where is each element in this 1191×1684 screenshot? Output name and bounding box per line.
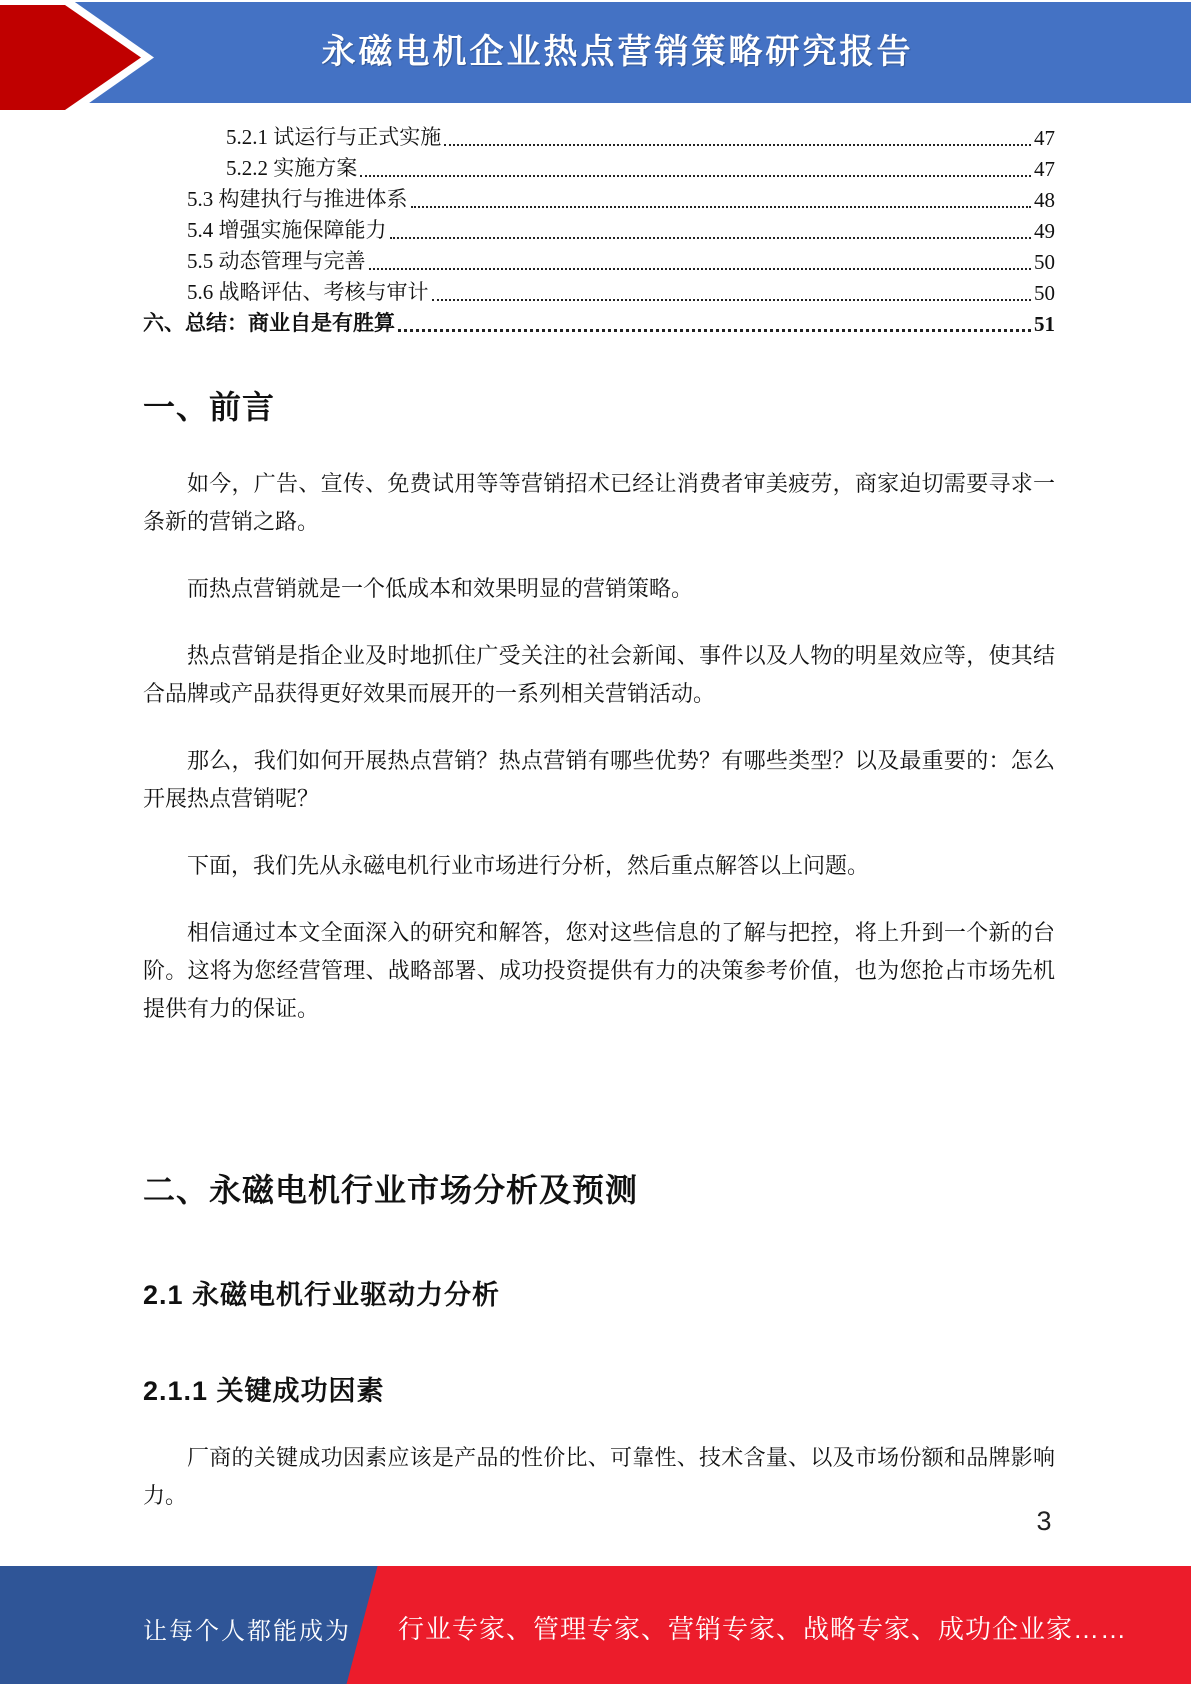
toc-entry-label: 5.5 动态管理与完善 xyxy=(187,249,366,273)
toc-leader-dots xyxy=(390,237,1032,239)
paragraph: 那么，我们如何开展热点营销？热点营销有哪些优势？有哪些类型？以及最重要的：怎么开展热点营销呢？ xyxy=(143,748,1055,811)
paragraph: 如今，广告、宣传、免费试用等等营销招术已经让消费者审美疲劳，商家迫切需要寻求一条新的营销之路。 xyxy=(143,471,1055,534)
header-banner xyxy=(0,2,1191,103)
toc-entry-page: 47 xyxy=(1034,126,1055,150)
toc-entry-page: 48 xyxy=(1034,188,1055,212)
section-heading: 一、前言 xyxy=(143,389,276,425)
section-heading: 2.1.1 关键成功因素 xyxy=(143,1376,385,1406)
toc-entry-page: 49 xyxy=(1034,219,1055,243)
footer-slogan-left: 让每个人都能成为 xyxy=(143,1618,351,1645)
table-of-contents xyxy=(143,120,1055,337)
section-heading: 二、永磁电机行业市场分析及预测 xyxy=(143,1172,639,1208)
toc-entry-label: 5.4 增强实施保障能力 xyxy=(187,218,387,242)
toc-entry[interactable] xyxy=(143,244,1055,275)
toc-entry-page: 51 xyxy=(1034,312,1055,336)
toc-entry-page: 50 xyxy=(1034,250,1055,274)
paragraph: 相信通过本文全面深入的研究和解答，您对这些信息的了解与把控，将上升到一个新的台阶。这将为您经营管理、战略部署、成功投资提供有力的决策参考价值，也为您抢占市场先机提供有力的保证。 xyxy=(143,920,1055,1021)
toc-leader-dots xyxy=(432,299,1032,301)
red-chevron-arrow-icon xyxy=(0,0,162,116)
toc-entry[interactable] xyxy=(143,151,1055,182)
report-title: 永磁电机企业热点营销策略研究报告 xyxy=(321,33,914,71)
paragraph: 热点营销是指企业及时地抓住广受关注的社会新闻、事件以及人物的明星效应等，使其结合品牌或产品获得更好效果而展开的一系列相关营销活动。 xyxy=(143,643,1055,706)
toc-entry[interactable] xyxy=(143,213,1055,244)
page-content xyxy=(143,120,1055,1515)
section-heading: 2.1 永磁电机行业驱动力分析 xyxy=(143,1280,501,1310)
toc-leader-dots xyxy=(360,175,1031,177)
toc-entry-page: 50 xyxy=(1034,281,1055,305)
toc-entry[interactable] xyxy=(143,306,1055,337)
toc-entry-label: 5.2.1 试运行与正式实施 xyxy=(226,125,442,149)
paragraph: 厂商的关键成功因素应该是产品的性价比、可靠性、技术含量、以及市场份额和品牌影响力。 xyxy=(143,1445,1055,1508)
paragraph: 下面，我们先从永磁电机行业市场进行分析，然后重点解答以上问题。 xyxy=(187,853,870,878)
toc-entry-label: 5.6 战略评估、考核与审计 xyxy=(187,280,429,304)
page-number: 3 xyxy=(1036,1506,1052,1536)
toc-entry[interactable] xyxy=(143,182,1055,213)
toc-entry[interactable] xyxy=(143,275,1055,306)
footer-banner xyxy=(0,1566,1191,1684)
toc-entry-label: 5.2.2 实施方案 xyxy=(226,156,358,180)
toc-entry-label: 5.3 构建执行与推进体系 xyxy=(187,187,408,211)
toc-entry[interactable] xyxy=(143,120,1055,151)
footer-slogan-right: 行业专家、管理专家、营销专家、战略专家、成功企业家…… xyxy=(398,1614,1128,1644)
toc-leader-dots xyxy=(398,329,1031,332)
toc-entry-label: 六、总结：商业自是有胜算 xyxy=(143,311,395,335)
toc-leader-dots xyxy=(444,144,1031,146)
toc-leader-dots xyxy=(369,268,1032,270)
document-body xyxy=(143,337,1055,1515)
paragraph: 而热点营销就是一个低成本和效果明显的营销策略。 xyxy=(187,576,694,601)
toc-leader-dots xyxy=(411,206,1032,208)
toc-entry-page: 47 xyxy=(1034,157,1055,181)
